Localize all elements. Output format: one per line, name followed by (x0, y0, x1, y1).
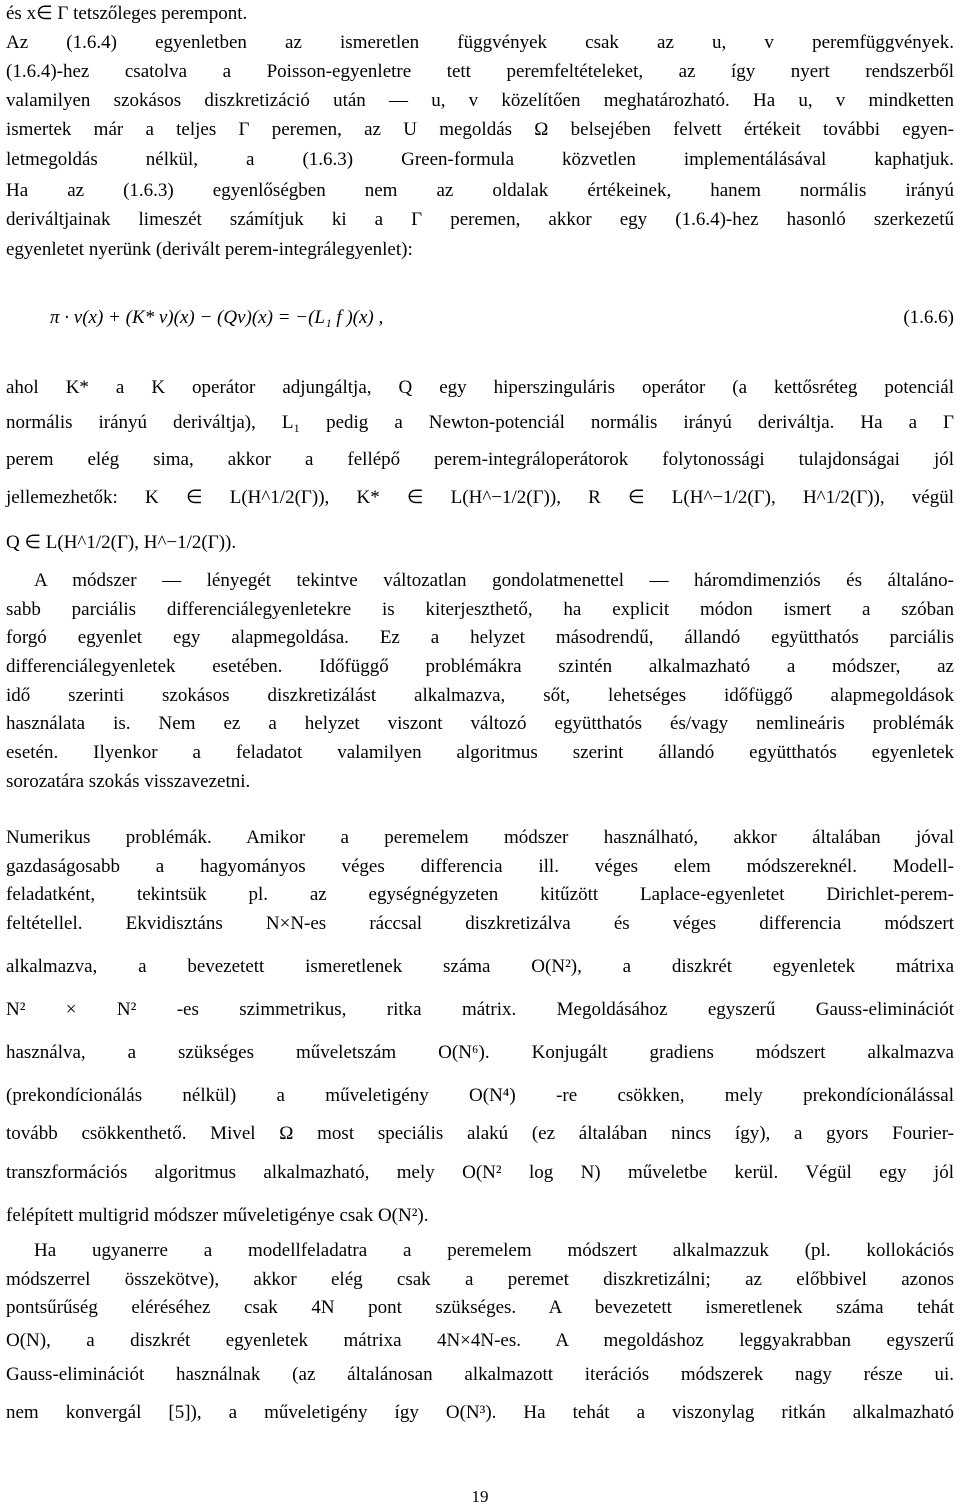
text-line: A módszer — lényegét tekintve változatlan gondolatmenettel — háromdimenziós és általáno- (34, 570, 954, 591)
text-line: sabb parciális differenciálegyenletekre is kiterjeszthető, ha explicit módon ismert a szóban (6, 599, 954, 620)
text-line: Az (1.6.4) egyenletben az ismeretlen függvények csak az u, v peremfüggvények. (6, 32, 954, 53)
text-line: nem konvergál [5]), a műveletigény így O(N³). Ha tehát a viszonylag ritkán alkalmazható (6, 1402, 954, 1423)
equation-number: (1.6.6) (903, 307, 954, 328)
text-line: ismertek már a teljes Γ peremen, az U megoldás Ω belsejében felvett értékeit további egyen- (6, 119, 954, 140)
text-line: valamilyen szokásos diszkretizáció után — u, v közelítően meghatározható. Ha u, v mindketten (6, 90, 954, 111)
text-line: Numerikus problémák. Amikor a peremelem módszer használható, akkor általában jóval (6, 827, 954, 848)
text-line: deriváltjainak limeszét számítjuk ki a Γ peremen, akkor egy (1.6.4)-hez hasonló szerkezetű (6, 209, 954, 230)
text-line: normális irányú deriváltja), L₁ pedig a Newton-potenciál normális irányú deriváltja. Ha a Γ (6, 412, 954, 433)
text-line: forgó egyenlet egy alapmegoldása. Ez a helyzet másodrendű, állandó együtthatós parciális (6, 627, 954, 648)
text-line: használva, a szükséges műveletszám O(N⁶). Konjugált gradiens módszert alkalmazva (6, 1042, 954, 1063)
page-number: 19 (471, 1487, 489, 1506)
equation: π · v(x) + (K* v)(x) − (Qv)(x) = −(L₁ f )(x) , (50, 307, 384, 328)
text-line: és x∈ Γ tetszőleges perempont. (6, 3, 248, 24)
text-line: differenciálegyenletek esetében. Időfüggő problémákra szintén alkalmazható a módszer, az (6, 656, 954, 677)
text-line: Gauss-eliminációt használnak (az általánosan alkalmazott iterációs módszerek nagy része ui. (6, 1364, 954, 1385)
text-line: N² × N² -es szimmetrikus, ritka mátrix. Megoldásához egyszerű Gauss-eliminációt (6, 999, 954, 1020)
text-line: esetén. Ilyenkor a feladatot valamilyen algoritmus szerint állandó együtthatós egyenletek (6, 742, 954, 763)
text-line: Ha ugyanerre a modellfeladatra a peremelem módszert alkalmazzuk (pl. kollokációs (34, 1240, 954, 1261)
text-line: pontsűrűség eléréséhez csak 4N pont szükséges. A bevezetett ismeretlenek száma tehát (6, 1297, 954, 1318)
text-line: tovább csökkenthető. Mivel Ω most speciális alakú (ez általában nincs így), a gyors Fourier- (6, 1123, 954, 1144)
text-line: letmegoldás nélkül, a (1.6.3) Green-formula közvetlen implementálásával kaphatjuk. (6, 149, 954, 170)
text-line: egyenletet nyerünk (derivált perem-integrálegyenlet): (6, 239, 413, 260)
text-line: O(N), a diszkrét egyenletek mátrixa 4N×4N-es. A megoldáshoz leggyakrabban egyszerű (6, 1330, 954, 1351)
text-line: módszerrel összekötve), akkor elég csak a peremet diszkretizálni; az előbbivel azonos (6, 1269, 954, 1290)
text-line: ahol K* a K operátor adjungáltja, Q egy hiperszinguláris operátor (a kettősréteg potenciál (6, 377, 954, 398)
text-line: (prekondícionálás nélkül) a műveletigény O(N⁴) -re csökken, mely prekondícionálással (6, 1085, 954, 1106)
text-line: sorozatára szokás visszavezetni. (6, 771, 251, 792)
text-line: Q ∈ L(H^1/2(Γ), H^−1/2(Γ)). (6, 532, 237, 553)
text-line: jellemezhetők: K ∈ L(H^1/2(Γ)), K* ∈ L(H^−1/2(Γ)), R ∈ L(H^−1/2(Γ), H^1/2(Γ)), végül (6, 487, 954, 508)
text-line: (1.6.4)-hez csatolva a Poisson-egyenletre tett peremfeltételeket, az így nyert rendszerből (6, 61, 954, 82)
text-line: használata is. Nem ez a helyzet viszont változó együtthatós és/vagy nemlineáris problémák (6, 713, 954, 734)
text-line: gazdaságosabb a hagyományos véges differencia ill. véges elem módszereknél. Modell- (6, 856, 954, 877)
text-line: feltétellel. Ekvidisztáns N×N-es ráccsal diszkretizálva és véges differencia módszert (6, 913, 954, 934)
text-line: felépített multigrid módszer műveletigénye csak O(N²). (6, 1205, 429, 1226)
text-line: Ha az (1.6.3) egyenlőségben nem az oldalak értékeinek, hanem normális irányú (6, 180, 954, 201)
text-line: transzformációs algoritmus alkalmazható, mely O(N² log N) műveletbe kerül. Végül egy jól (6, 1162, 954, 1183)
text-line: idő szerinti szokásos diszkretizálást alkalmazva, sőt, lehetséges időfüggő alapmegoldások (6, 685, 954, 706)
text-line: feladatként, tekintsük pl. az egységnégyzeten kitűzött Laplace-egyenletet Dirichlet-perem- (6, 884, 954, 905)
text-line: alkalmazva, a bevezetett ismeretlenek száma O(N²), a diszkrét egyenletek mátrixa (6, 956, 954, 977)
text-line: perem elég sima, akkor a fellépő perem-integráloperátorok folytonossági tulajdonságai jól (6, 449, 954, 470)
